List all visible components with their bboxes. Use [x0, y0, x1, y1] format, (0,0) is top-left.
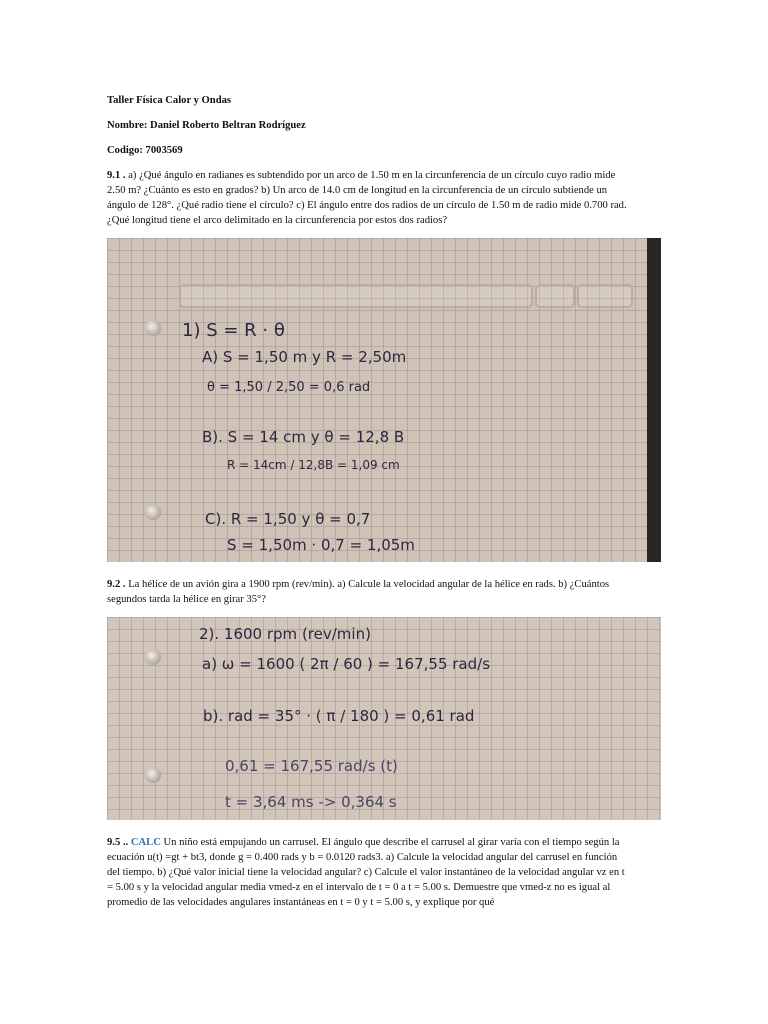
- handwritten-solution-photo-1: [107, 238, 661, 562]
- handwriting-line: b). rad = 35° · ( π / 180 ) = 0,61 rad: [203, 707, 475, 725]
- binder-hole: [145, 767, 161, 783]
- handwriting-line: 1) S = R · θ: [182, 320, 285, 341]
- handwriting-line: B). S = 14 cm y θ = 12,8 B: [202, 428, 405, 446]
- notebook-header-bar: [179, 284, 533, 308]
- document-title: Taller Física Calor y Ondas: [107, 95, 231, 106]
- handwriting-line: S = 1,50m · 0,7 = 1,05m: [227, 536, 415, 554]
- problem-9-5-line-4: = 5.00 s y la velocidad angular media vmed-z en el intervalo de t = 0 a t = 5.00 s. Demuestre que vmed-z no es igual al: [107, 882, 611, 893]
- handwriting-line: θ = 1,50 / 2,50 = 0,6 rad: [207, 380, 371, 395]
- handwriting-line: a) ω = 1600 ( 2π / 60 ) = 167,55 rad/s: [202, 655, 491, 673]
- photo-edge-shadow: [647, 238, 661, 562]
- notebook-header-box: [577, 284, 633, 308]
- problem-9-1-line-3: ángulo de 128°. ¿Qué radio tiene el círculo? c) El ángulo entre dos radios de un círculo de 1.50 m de radio mide 0.700 rad.: [107, 200, 627, 211]
- problem-9-5-line-3: del tiempo. b) ¿Qué valor inicial tiene la velocidad angular? c) Calcule el valor instantáneo de la velocidad angular vz en t: [107, 867, 625, 878]
- problem-9-2-line-1: [107, 577, 667, 592]
- problem-number: 9.1 .: [107, 170, 126, 181]
- problem-9-5-line-2: ecuación u(t) =gt + bt3, donde g = 0.400 rads y b = 0.0120 rads3. a) Calcule la velocidad angular del carrusel en función: [107, 852, 618, 863]
- problem-text: La hélice de un avión gira a 1900 rpm (rev/min). a) Calcule la velocidad angular de la hélice en rads. b) ¿Cuántos: [125, 579, 610, 590]
- problem-number: 9.2 .: [107, 579, 126, 590]
- problem-9-5-line-5: promedio de las velocidades angulares instantáneas en t = 0 y t = 5.00 s, y explique por qué: [107, 897, 495, 908]
- problem-text: Un niño está empujando un carrusel. El ángulo que describe el carrusel al girar varía con el tiempo según la: [160, 837, 620, 848]
- handwriting-line: A) S = 1,50 m y R = 2,50m: [202, 348, 407, 366]
- problem-9-1-line-4: ¿Qué longitud tiene el arco delimitado en la circunferencia por estos dos radios?: [107, 215, 448, 226]
- handwriting-line: C). R = 1,50 y θ = 0,7: [205, 510, 371, 528]
- handwritten-solution-photo-2: [107, 617, 661, 820]
- problem-text: a) ¿Qué ángulo en radianes es subtendido por un arco de 1.50 m en la circunferencia de un círculo cuyo radio mide: [125, 170, 616, 181]
- calc-tag: CALC: [130, 837, 161, 848]
- handwriting-line: R = 14cm / 12,8B = 1,09 cm: [227, 458, 400, 472]
- problem-9-1-line-2: 2.50 m? ¿Cuánto es esto en grados? b) Un arco de 14.0 cm de longitud en la circunferencia de un círculo subtiende un: [107, 185, 608, 196]
- handwriting-line: 2). 1600 rpm (rev/min): [199, 625, 371, 643]
- handwriting-line: 0,61 = 167,55 rad/s (t): [225, 757, 398, 775]
- notebook-header-box: [535, 284, 575, 308]
- problem-number: 9.5 ..: [107, 837, 129, 848]
- binder-hole: [145, 504, 161, 520]
- problem-9-1-line-1: [107, 168, 667, 183]
- handwriting-line: t = 3,64 ms -> 0,364 s: [225, 793, 397, 811]
- problem-9-5-line-1: [107, 835, 667, 850]
- student-code: Codigo: 7003569: [107, 145, 183, 156]
- problem-9-2-line-2: segundos tarda la hélice en girar 35°?: [107, 594, 266, 605]
- binder-hole: [145, 649, 161, 665]
- student-name: Nombre: Daniel Roberto Beltran Rodríguez: [107, 120, 306, 131]
- binder-hole: [145, 320, 161, 336]
